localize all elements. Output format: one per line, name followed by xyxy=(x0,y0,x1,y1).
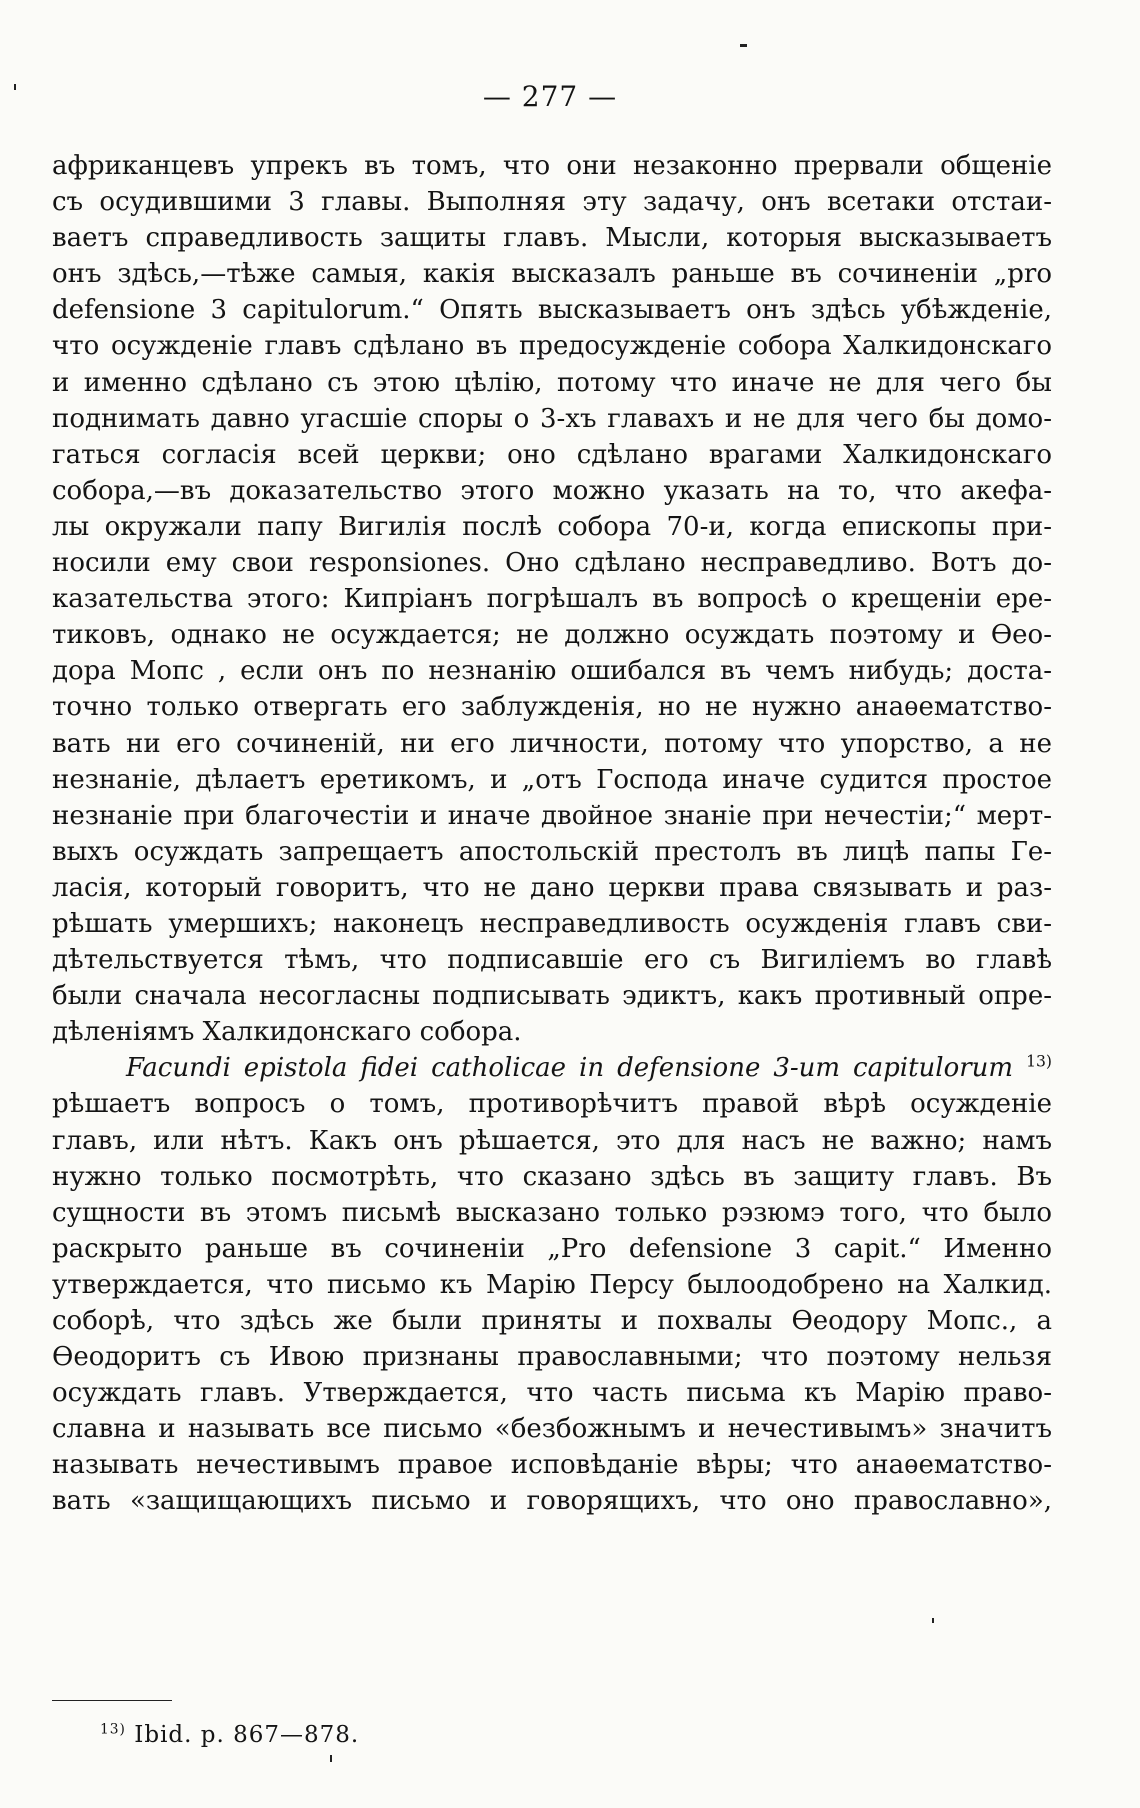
text-line: рѣшать умершихъ; наконецъ несправедливость осужденія главъ сви- xyxy=(52,908,1052,939)
text-line: называть нечестивымъ правое исповѣданіе вѣры; что анаѳематство- xyxy=(52,1450,1052,1481)
text-line: вать «защищающихъ письмо и говорящихъ, что оно православно», xyxy=(52,1486,1052,1517)
footnote-text: Ibid. p. 867—878. xyxy=(134,1722,360,1748)
text-line: сущности въ этомъ письмѣ высказано только рэзюмэ того, что было xyxy=(52,1197,1052,1228)
text-line: носили ему свои responsiones. Оно сдѣлано несправедливо. Вотъ до- xyxy=(52,548,1052,579)
text-line: ласія, который говоритъ, что не дано церкви права связывать и раз- xyxy=(52,872,1052,903)
footnote-divider xyxy=(52,1700,172,1701)
scan-speck xyxy=(932,1618,934,1623)
text-line: тиковъ, однако не осуждается; не должно осуждать поэтому и Ѳео- xyxy=(52,620,1052,651)
text-line: раскрыто раньше въ сочиненіи „Pro defensione 3 capit.“ Именно xyxy=(52,1233,1052,1264)
text-line: гаться согласія всей церкви; оно сдѣлано врагами Халкидонскаго xyxy=(52,439,1052,470)
footnote-reference: 13) xyxy=(1026,1052,1053,1071)
scan-speck xyxy=(330,1755,332,1762)
scan-speck xyxy=(740,44,747,47)
text-line: лы окружали папу Вигилія послѣ собора 70-и, когда епископы при- xyxy=(52,511,1052,542)
text-line: собора,—въ доказательство этого можно указать на то, что акефа- xyxy=(52,475,1052,506)
body-text xyxy=(52,148,1052,1520)
text-line: ваетъ справедливость защиты главъ. Мысли, которыя высказываетъ xyxy=(52,223,1052,254)
text-line: точно только отвергать его заблужденія, но не нужно анаѳематство- xyxy=(52,692,1052,723)
scan-speck xyxy=(14,84,16,90)
text-line: и именно сдѣлано съ этою цѣлію, потому что иначе не для чего бы xyxy=(52,367,1052,398)
text-line: дѣленіямъ Халкидонскаго собора. xyxy=(52,1017,522,1048)
text-line: соборѣ, что здѣсь же были приняты и похвалы Ѳеодору Мопс., а xyxy=(52,1306,1052,1336)
text-line: африканцевъ упрекъ въ томъ, что они незаконно прервали общеніе xyxy=(52,151,1052,181)
text-line: незнаніе при благочестіи и иначе двойное знаніе при нечестіи;“ мерт- xyxy=(52,800,1052,831)
text-line: казательства этого: Кипріанъ погрѣшалъ въ вопросѣ о крещеніи ере- xyxy=(52,584,1052,615)
text-line: рѣшаетъ вопросъ о томъ, противорѣчитъ правой вѣрѣ осужденіе xyxy=(52,1089,1052,1120)
text-line: утверждается, что письмо къ Марію Персу былоодобрено на Халкид. xyxy=(52,1269,1052,1300)
paragraph-title-line xyxy=(52,1050,1052,1086)
text-line: нужно только посмотрѣть, что сказано здѣсь въ защиту главъ. Въ xyxy=(52,1161,1052,1192)
text-line: были сначала несогласны подписывать эдиктъ, какъ противный опре- xyxy=(52,981,1052,1012)
text-line: дѣтельствуется тѣмъ, что подписавшіе его съ Вигиліемъ во главѣ xyxy=(52,945,1052,976)
text-line: съ осудившими 3 главы. Выполняя эту задачу, онъ всетаки отстаи- xyxy=(52,187,1052,218)
text-line: поднимать давно угасшіе споры о 3-хъ главахъ и не для чего бы домо- xyxy=(52,403,1052,434)
text-line: дора Мопс , если онъ по незнанію ошибался въ чемъ нибудь; доста- xyxy=(52,656,1052,687)
text-line: defensione 3 capitulorum.“ Опять высказываетъ онъ здѣсь убѣжденіе, xyxy=(52,295,1052,326)
text-line: осуждать главъ. Утверждается, что часть письма къ Марію право- xyxy=(52,1378,1052,1409)
text-line: выхъ осуждать запрещаетъ апостольскій престолъ въ лицѣ папы Ге- xyxy=(52,836,1052,867)
work-title: Facundi epistola fidei catholicae in defensione 3-um capitulorum xyxy=(126,1053,1014,1084)
text-line: Ѳеодоритъ съ Ивою признаны православными; что поэтому нельзя xyxy=(52,1342,1052,1373)
text-line: вать ни его сочиненій, ни его личности, потому что упорство, а не xyxy=(52,728,1052,759)
text-line: что осужденіе главъ сдѣлано въ предосужденіе собора Халкидонскаго xyxy=(52,331,1052,362)
footnote xyxy=(100,1722,359,1748)
text-line: главъ, или нѣтъ. Какъ онъ рѣшается, это для насъ не важно; намъ xyxy=(52,1125,1052,1156)
page-number: — 277 — xyxy=(482,80,618,113)
text-line: незнаніе, дѣлаетъ еретикомъ, и „отъ Господа иначе судится простое xyxy=(52,764,1052,795)
text-line: онъ здѣсь,—тѣже самыя, какія высказалъ раньше въ сочиненіи „pro xyxy=(52,259,1052,290)
footnote-marker: 13) xyxy=(100,1721,126,1738)
text-line: славна и называть все письмо «безбожнымъ и нечестивымъ» значитъ xyxy=(52,1414,1052,1445)
